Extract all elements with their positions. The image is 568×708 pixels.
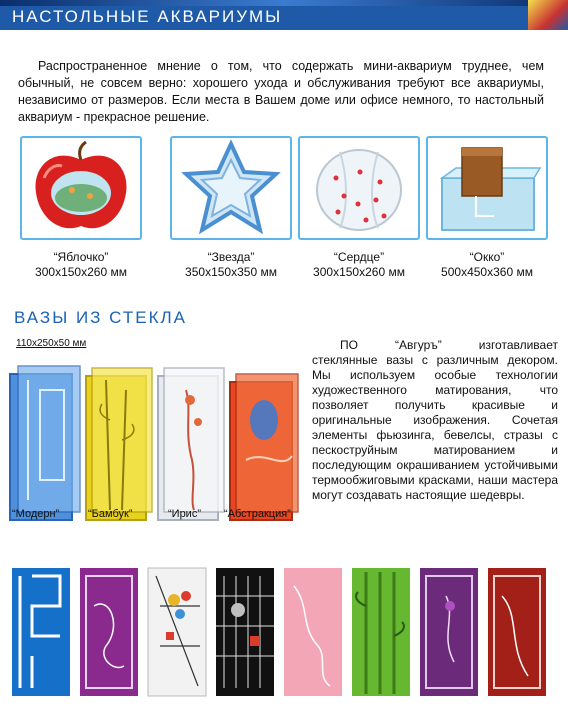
aquarium-card[interactable] [298,136,420,279]
glass-panels-image [10,566,558,698]
aquarium-card[interactable] [426,136,548,279]
aquarium-card[interactable] [170,136,292,279]
banner-stripe [0,0,568,6]
panel-brown [488,568,546,696]
star-aquarium-image [170,136,292,240]
vases-dims: 110x250x50 мм [16,338,87,349]
panel-violet [420,568,478,696]
panel-purple [80,568,138,696]
aquarium-dims: 300x150x260 мм [35,265,127,279]
vase-abstraction [230,374,298,520]
vase-iris [158,368,224,520]
page-title: НАСТОЛЬНЫЕ АКВАРИУМЫ [12,7,283,26]
header-banner [0,0,568,30]
panel-black [216,568,274,696]
okko-aquarium-icon [428,138,546,238]
vase-label-modern: “Модерн” [12,508,60,520]
glass-panels-gallery [10,566,558,698]
vases-description: ПО “Авгуръ” изготавливает стеклянные вазы с различным декором. Мы используем особые технологии художественного матирования, что позволяет получить красивые и оригинальные изображения. Сочетая элементы фьюзинга, бевелсы, стразы с пескоструйным матированием и последующим окрашиванием устойчивыми термообжиговыми красками, наши мастера могут создавать настоящие шедевры. [312,338,558,502]
star-aquarium-icon [172,138,290,238]
apple-aquarium-image [20,136,142,240]
aquarium-name: “Окко” [469,250,505,264]
vases-image [6,360,306,525]
banner-decoration [528,0,568,30]
aquarium-card[interactable] [20,136,142,279]
aquarium-dims: 500x450x360 мм [441,265,533,279]
panel-pink [284,568,342,696]
aquarium-name: “Сердце” [333,250,385,264]
heart-aquarium-icon [300,138,418,238]
vases-gallery [6,360,306,525]
vases-section-title: ВАЗЫ ИЗ СТЕКЛА [14,308,188,327]
vase-modern [10,366,80,520]
aquarium-dims: 350x150x350 мм [185,265,277,279]
vase-label-bamboo: “Бамбук” [88,508,133,520]
aquarium-name: “Яблочко” [53,250,109,264]
vase-label-iris: “Ирис” [168,508,201,520]
vase-label-abstraction: “Абстракция” [224,508,291,520]
intro-paragraph: Распространенное мнение о том, что содержать мини-аквариум труднее, чем обычный, не совсем верно: хорошего ухода и обслуживания требуют все аквариумы, независимо от размеров. Если места в Вашем доме или офисе немного, то настольный аквариум - прекрасное решение. [18,59,544,124]
heart-aquarium-image [298,136,420,240]
aquarium-name: “Звезда” [207,250,255,264]
vase-bamboo [86,368,152,520]
panel-green [352,568,410,696]
panel-white [148,568,206,696]
aquarium-dims: 300x150x260 мм [313,265,405,279]
apple-aquarium-icon [22,138,140,238]
okko-aquarium-image [426,136,548,240]
panel-blue [12,568,70,696]
aquarium-gallery [14,136,554,286]
